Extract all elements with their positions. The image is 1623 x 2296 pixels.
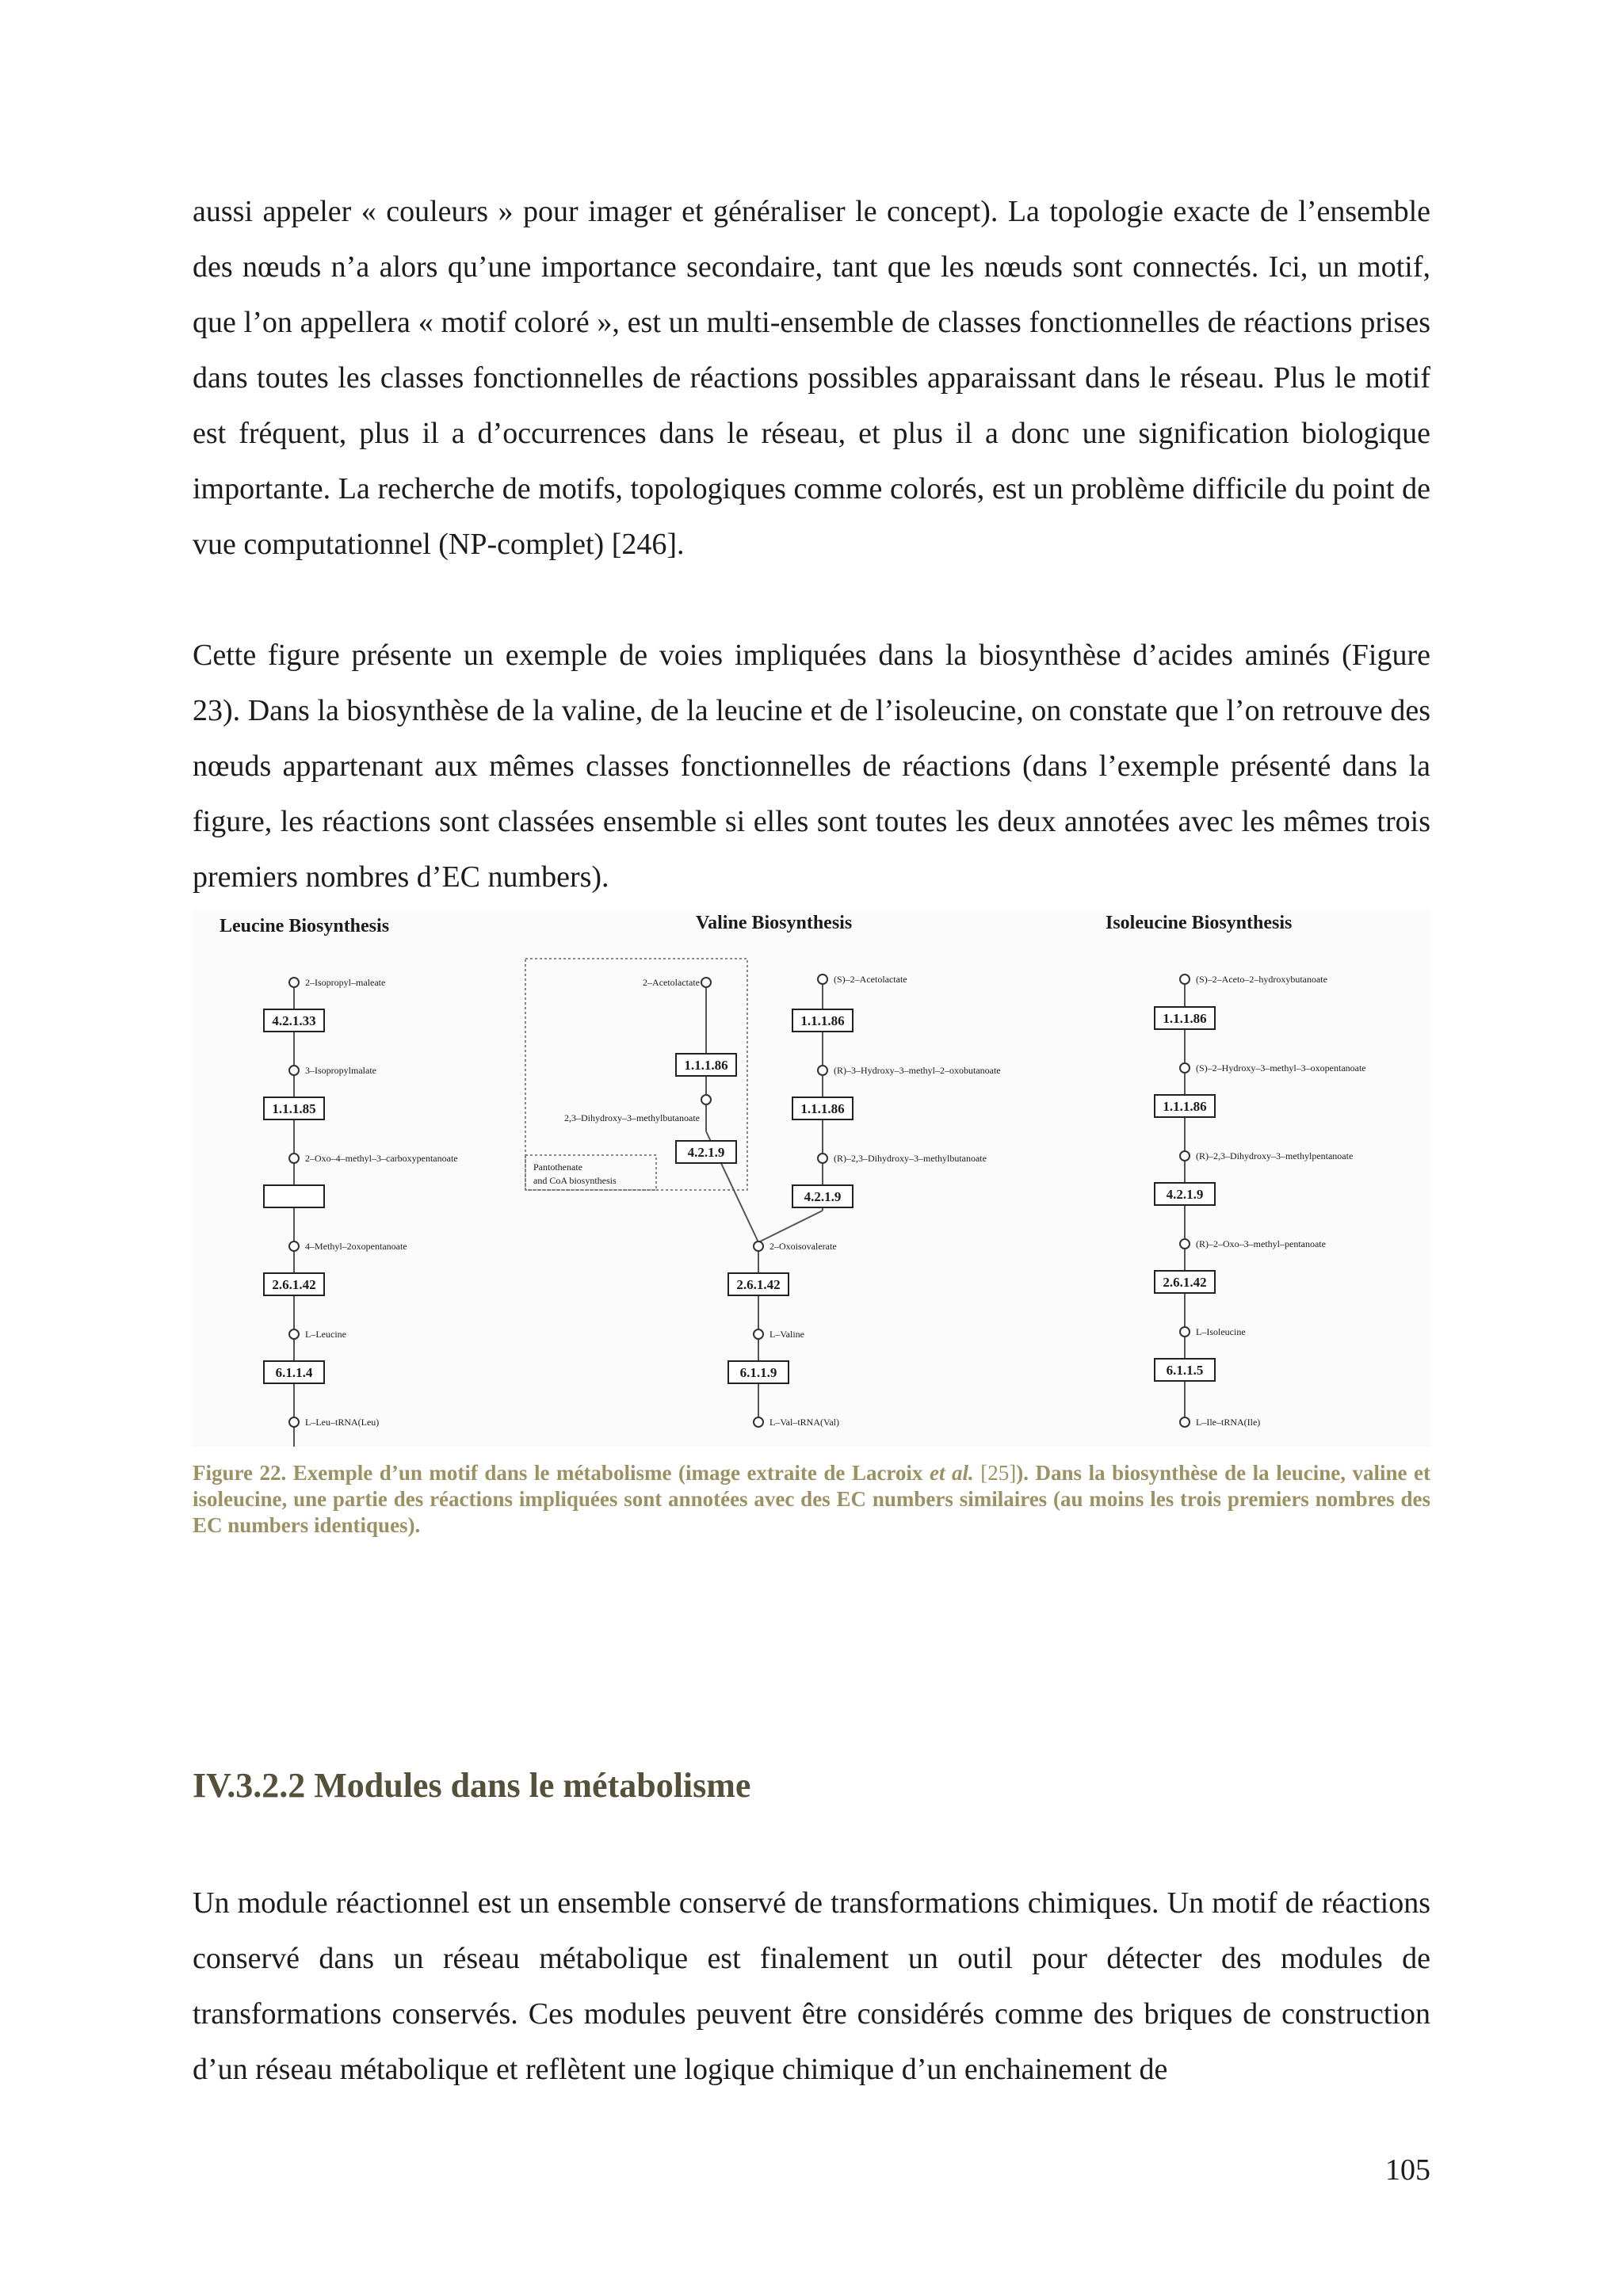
metabolite-node — [818, 974, 827, 984]
metabolite-label: 2–Oxo–4–methyl–3–carboxypentanoate — [305, 1153, 458, 1164]
paragraph-2: Cette figure présente un exemple de voies impliquées dans la biosynthèse d’acides aminés (Figure 23). Dans la biosynthèse de la valine, de la leucine et de l’isoleucine, on constate que l’on retrouve des nœuds appartenant aux mêmes classes fonctionnelles de réactions (dans l’exemple présenté dans la figure, les réactions sont classées ensemble si elles sont toutes les deux annotées avec les mêmes trois premiers nombres d’EC numbers). — [193, 639, 1430, 894]
metabolite-node — [289, 1241, 299, 1251]
isoleucine-title: Isoleucine Biosynthesis — [1106, 913, 1293, 933]
metabolite-label: (R)–3–Hydroxy–3–methyl–2–oxobutanoate — [834, 1065, 1001, 1076]
metabolite-node — [289, 1154, 299, 1163]
caption-italic: et al. — [929, 1461, 974, 1485]
metabolite-label: 2–Oxoisovalerate — [769, 1241, 837, 1252]
metabolite-node — [754, 1329, 763, 1339]
metabolite-node — [701, 978, 711, 987]
metabolite-label: (S)–2–Aceto–2–hydroxybutanoate — [1196, 974, 1327, 985]
metabolite-node — [701, 1095, 711, 1104]
metabolite-label: 2–Isopropyl–maleate — [305, 977, 386, 988]
ec-label: 4.2.1.33 — [272, 1013, 316, 1028]
leucine-title: Leucine Biosynthesis — [220, 916, 390, 936]
ec-label: 4.2.1.9 — [687, 1145, 725, 1160]
metabolite-label: 2,3–Dihydroxy–3–methylbutanoate — [564, 1112, 700, 1123]
metabolite-node — [289, 1417, 299, 1427]
figure-22 — [193, 910, 1430, 1447]
ec-label: 4.2.1.9 — [804, 1189, 842, 1204]
metabolite-node — [754, 1417, 763, 1427]
metabolite-label: (R)–2,3–Dihydroxy–3–methylbutanoate — [834, 1153, 987, 1164]
metabolite-node — [289, 1329, 299, 1339]
metabolite-node — [818, 1066, 827, 1075]
ec-label: 6.1.1.4 — [275, 1365, 313, 1380]
page-number: 105 — [1385, 2153, 1430, 2187]
ec-label: 1.1.1.86 — [1163, 1011, 1207, 1026]
metabolite-label: L–Leucine — [305, 1329, 346, 1340]
metabolite-node — [289, 978, 299, 987]
metabolite-label: L–Leu–tRNA(Leu) — [305, 1417, 380, 1428]
ec-label: 1.1.1.86 — [800, 1013, 845, 1028]
ec-label: 2.6.1.42 — [736, 1277, 781, 1292]
metabolite-node — [1180, 974, 1190, 984]
section-heading: IV.3.2.2 Modules dans le métabolisme — [193, 1766, 751, 1805]
ec-label: 4.2.1.9 — [1166, 1187, 1204, 1202]
metabolite-node — [754, 1241, 763, 1251]
ec-label: 1.1.1.85 — [272, 1101, 316, 1116]
pathway-diagram — [193, 910, 1430, 1447]
metabolite-label: 3–Isopropylmalate — [305, 1065, 376, 1076]
ec-label: 2.6.1.42 — [272, 1277, 316, 1292]
metabolite-label: (S)–2–Acetolactate — [834, 974, 907, 985]
leucine-chain — [264, 977, 458, 1428]
metabolite-node — [1180, 1151, 1190, 1161]
metabolite-label: (R)–2–Oxo–3–methyl–pentanoate — [1196, 1238, 1326, 1249]
paragraph-1: aussi appeler « couleurs » pour imager et généraliser le concept). La topologie exacte de l’ensemble des nœuds n’a alors qu’une importance secondaire, tant que les nœuds sont connectés. Ici, un motif, que l’on appellera « motif coloré », est un multi-ensemble de classes fonctionnelles de réactions prises dans toutes les classes fonctionnelles de réactions possibles apparaissant dans le réseau. Plus le motif est fréquent, plus il a d’occurrences dans le réseau, et plus il a donc une signification biologique importante. La recherche de motifs, topologiques comme colorés, est un problème difficile du point de vue computationnel (NP-complet) [246]. — [193, 195, 1430, 561]
metabolite-label: (S)–2–Hydroxy–3–methyl–3–oxopentanoate — [1196, 1062, 1366, 1074]
figure-caption — [193, 1460, 1430, 1539]
metabolite-node — [289, 1066, 299, 1075]
caption-text: ). Dans la biosynthèse de la leucine, valine et isoleucine, une partie des réactions impliquées sont annotées avec des EC numbers similaires (au moins les trois premiers nombres des EC numbers identiques). — [193, 1461, 1430, 1537]
caption-text: Figure 22. Exemple d’un motif dans le métabolisme (image extraite de Lacroix — [193, 1461, 930, 1485]
metabolite-node — [1180, 1327, 1190, 1337]
metabolite-label: L–Isoleucine — [1196, 1326, 1246, 1337]
pantothenate-label: Pantothenate — [533, 1161, 582, 1173]
metabolite-node — [1180, 1239, 1190, 1249]
caption-reference: [25] — [973, 1461, 1017, 1485]
metabolite-node — [818, 1154, 827, 1163]
metabolite-label: (R)–2,3–Dihydroxy–3–methylpentanoate — [1196, 1150, 1354, 1161]
ec-label: 1.1.1.86 — [800, 1101, 845, 1116]
metabolite-label: L–Ile–tRNA(Ile) — [1196, 1417, 1261, 1428]
metabolite-node — [1180, 1417, 1190, 1427]
ec-box-empty — [264, 1185, 324, 1207]
paragraph-3: Un module réactionnel est un ensemble conservé de transformations chimiques. Un motif de réactions conservé dans un réseau métabolique est finalement un outil pour détecter des modules de transformations conservés. Ces modules peuvent être considérés comme des briques de construction d’un réseau métabolique et reflètent une logique chimique d’un enchainement de — [193, 1886, 1430, 2086]
metabolite-label: 2–Acetolactate — [643, 977, 700, 988]
valine-title: Valine Biosynthesis — [696, 913, 853, 933]
ec-label: 2.6.1.42 — [1163, 1275, 1207, 1290]
metabolite-label: L–Valine — [769, 1329, 804, 1340]
pantothenate-label: and CoA biosynthesis — [533, 1175, 617, 1186]
metabolite-label: 4–Methyl–2oxopentanoate — [305, 1241, 407, 1252]
ec-label: 1.1.1.86 — [1163, 1099, 1207, 1114]
ec-label: 6.1.1.9 — [739, 1365, 777, 1380]
ec-label: 6.1.1.5 — [1166, 1363, 1204, 1378]
ec-label: 1.1.1.86 — [684, 1058, 728, 1073]
metabolite-label: L–Val–tRNA(Val) — [769, 1417, 839, 1428]
metabolite-node — [1180, 1063, 1190, 1073]
